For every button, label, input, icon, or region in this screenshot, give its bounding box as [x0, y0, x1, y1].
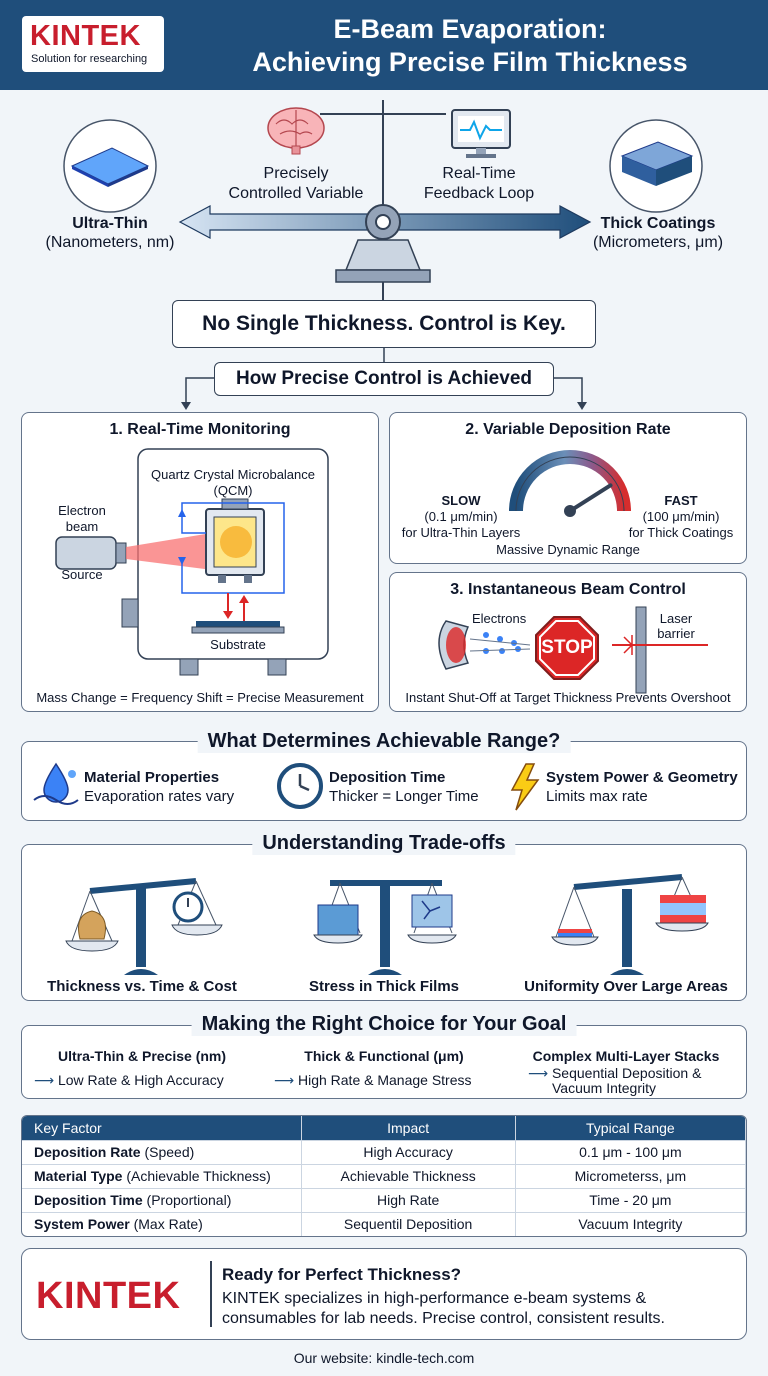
ultra-thin-label: Ultra-Thin (Nanometers, nm)	[45, 215, 175, 251]
thickness-balance-illustration	[0, 90, 768, 300]
arrow-right-icon: ⟶	[528, 1065, 549, 1081]
thick-coating-icon	[610, 120, 702, 212]
table-header-factor: Key Factor	[22, 1116, 301, 1140]
stop-label: STOP	[541, 637, 593, 658]
electron-gun-icon	[439, 621, 468, 669]
thick-coatings-label: Thick Coatings (Micrometers, μm)	[592, 215, 724, 251]
time-cost-scale-icon	[66, 881, 222, 975]
logo-wordmark: KINTEK	[30, 20, 141, 52]
choice-thick-title: Thick & Functional (μm)	[304, 1048, 464, 1064]
controlled-variable-label: Precisely Controlled Variable	[228, 165, 364, 202]
beam-caption: Instant Shut-Off at Target Thickness Prevents Overshoot	[405, 690, 731, 705]
slow-rate-label: SLOW (0.1 μm/min) for Ultra-Thin Layers	[401, 493, 521, 540]
key-factor-table	[21, 1115, 747, 1237]
monitoring-caption: Mass Change = Frequency Shift = Precise Measurement	[36, 690, 364, 705]
lightning-bolt-icon	[508, 762, 542, 812]
choice-ultra-thin-detail: ⟶ Low Rate & High Accuracy	[34, 1072, 224, 1088]
tradeoff-label-stress: Stress in Thick Films	[308, 978, 460, 995]
monitoring-title: 1. Real-Time Monitoring	[109, 421, 291, 438]
material-properties-item: Material Properties Evaporation rates vary	[84, 769, 235, 805]
choice-multilayer-title: Complex Multi-Layer Stacks	[532, 1048, 720, 1064]
electron-source-icon	[56, 537, 126, 569]
choice-multilayer-detail: ⟶ Sequential Deposition & Vacuum Integrity	[528, 1065, 702, 1096]
key-message-box: No Single Thickness. Control is Key.	[172, 300, 596, 348]
tradeoffs-section-title: Understanding Trade-offs	[252, 832, 515, 855]
table-row: Deposition Rate (Speed) High Accuracy 0.1 μm - 100 μm	[22, 1140, 746, 1164]
brain-icon	[268, 108, 324, 154]
table-row: Material Type (Achievable Thickness) Achievable Thickness Micrometerss, μm	[22, 1164, 746, 1188]
tradeoff-scales	[22, 845, 746, 1000]
source-label: Source	[61, 567, 103, 582]
quartz-crystal-icon	[206, 499, 264, 583]
uniformity-scale-icon	[552, 877, 708, 975]
table-header-impact: Impact	[301, 1116, 515, 1140]
electrons-label: Electrons	[472, 611, 527, 626]
deposition-time-item: Deposition Time Thicker = Longer Time	[329, 769, 479, 805]
choice-section-title: Making the Right Choice for Your Goal	[192, 1013, 577, 1036]
arrow-right-icon: ⟶	[274, 1072, 295, 1088]
website-link[interactable]: Our website: kindle-tech.com	[293, 1350, 475, 1366]
beam-control-panel	[389, 572, 747, 712]
table-row: System Power (Max Rate) Sequentil Deposition Vacuum Integrity	[22, 1212, 746, 1236]
footer-cta-panel	[21, 1248, 747, 1340]
table-row: Deposition Time (Proportional) High Rate Time - 20 μm	[22, 1188, 746, 1212]
choice-ultra-thin-title: Ultra-Thin & Precise (nm)	[57, 1048, 227, 1064]
rate-caption: Massive Dynamic Range	[496, 542, 640, 557]
footer-logo: KINTEK	[36, 1275, 181, 1317]
qcm-diagram	[22, 413, 378, 711]
rate-title: 2. Variable Deposition Rate	[465, 421, 671, 438]
tradeoff-label-time-cost: Thickness vs. Time & Cost	[47, 978, 237, 995]
qcm-label: Quartz Crystal Microbalance (QCM)	[151, 467, 315, 498]
arrow-right-icon: ⟶	[34, 1072, 55, 1088]
real-time-monitoring-panel	[21, 412, 379, 712]
thin-film-icon	[64, 120, 156, 212]
gauge-hub	[564, 505, 576, 517]
laser-barrier-label: Laser barrier	[657, 611, 695, 641]
substrate-label: Substrate	[210, 637, 266, 652]
clock-icon	[276, 762, 324, 810]
electron-beam-label: Electron beam	[58, 503, 106, 534]
logo-tagline: Solution for researching	[31, 53, 148, 65]
control-section-title: How Precise Control is Achieved	[214, 362, 554, 396]
header-banner	[0, 0, 768, 90]
gauge-needle	[570, 485, 611, 511]
water-drop-icon	[32, 760, 82, 810]
footer-headline: Ready for Perfect Thickness?	[222, 1265, 462, 1284]
achievable-range-panel	[21, 741, 747, 821]
right-choice-panel	[21, 1025, 747, 1099]
feedback-loop-label: Real-Time Feedback Loop	[423, 165, 535, 202]
system-power-item: System Power & Geometry Limits max rate	[546, 769, 738, 805]
footer-divider	[210, 1261, 212, 1327]
deposition-rate-panel	[389, 412, 747, 564]
fast-rate-label: FAST (100 μm/min) for Thick Coatings	[628, 493, 734, 540]
kintek-logo	[22, 16, 164, 72]
beam-title: 3. Instantaneous Beam Control	[450, 581, 686, 598]
monitor-icon	[452, 110, 510, 158]
page-title-line1: E-Beam Evaporation:	[333, 14, 607, 44]
substrate-icon	[192, 621, 284, 633]
film-stress-scale-icon	[314, 883, 456, 975]
table-header-range: Typical Range	[515, 1116, 745, 1140]
footer-description: KINTEK specializes in high-performance e-beam systems & consumables for lab needs. Precise control, consistent results.	[222, 1290, 665, 1327]
range-section-title: What Determines Achievable Range?	[198, 730, 571, 753]
page-title-line2: Achieving Precise Film Thickness	[252, 47, 688, 77]
choice-thick-detail: ⟶ High Rate & Manage Stress	[274, 1072, 472, 1088]
tradeoff-label-uniformity: Uniformity Over Large Areas	[524, 978, 728, 995]
tradeoffs-panel	[21, 844, 747, 1001]
